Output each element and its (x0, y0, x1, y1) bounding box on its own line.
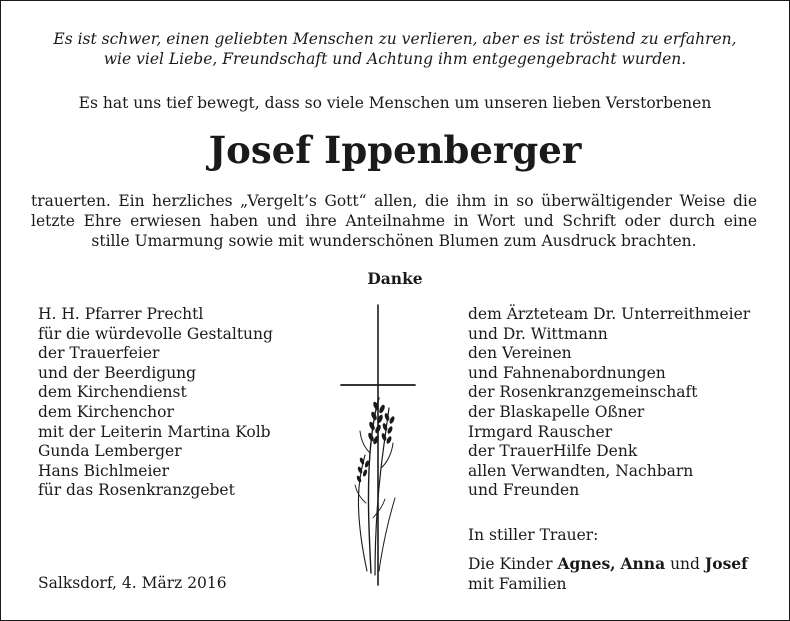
cross-with-wheat-icon (337, 303, 419, 588)
list-item: und Fahnenabordnungen (468, 363, 666, 382)
signature-prefix: Die Kinder (468, 555, 553, 573)
thanks-list-right (468, 305, 750, 501)
list-item: der Trauerfeier (38, 344, 160, 363)
memorial-quote (21, 29, 769, 69)
gratitude-line-2: letzte Ehre erwiesen haben und ihre Anteilnahme in Wort und Schrift oder durch eine (31, 212, 757, 230)
list-item: der TrauerHilfe Denk (468, 442, 638, 461)
list-item: und Freunden (468, 481, 580, 500)
gratitude-line-1: trauerten. Ein herzliches „Vergelt’s Gott“ allen, die ihm in so überwältigender Weise die (31, 192, 757, 210)
list-item: mit der Leiterin Martina Kolb (38, 422, 271, 441)
intro-text: Es hat uns tief bewegt, dass so viele Menschen um unseren lieben Verstorbenen (78, 94, 712, 112)
list-item: H. H. Pfarrer Prechtl (38, 305, 204, 323)
signature-line-1 (468, 554, 748, 574)
thanks-list-left (38, 305, 273, 501)
mourning-label: In stiller Trauer: (468, 526, 599, 544)
signature-name-anna: Anna (620, 554, 666, 573)
signature-conjunction: und (670, 555, 700, 573)
signature-name-agnes: Agnes, (557, 554, 616, 573)
gratitude-text (31, 191, 757, 251)
quote-line-1: Es ist schwer, einen geliebten Menschen zu verlieren, aber es ist tröstend zu erfahren, (53, 30, 737, 48)
list-item: Gunda Lemberger (38, 442, 182, 461)
deceased-name: Josef Ippenberger (208, 128, 582, 172)
signature-name-josef: Josef (704, 554, 748, 573)
list-item: dem Ärzteteam Dr. Unterreithmeier (468, 305, 751, 323)
place-date: Salksdorf, 4. März 2016 (38, 574, 227, 592)
list-item: der Blaskapelle Oßner (468, 402, 645, 421)
list-item: und der Beerdigung (38, 363, 197, 382)
gratitude-line-3: stille Umarmung sowie mit wunderschönen Blumen zum Ausdruck brachten. (91, 232, 697, 250)
signature-line-2: mit Familien (468, 575, 567, 593)
list-item: dem Kirchenchor (38, 402, 174, 421)
list-item: Hans Bichlmeier (38, 461, 170, 480)
list-item: und Dr. Wittmann (468, 324, 608, 343)
quote-line-2: wie viel Liebe, Freundschaft und Achtung ihm entgegengebracht wurden. (103, 50, 687, 68)
list-item: dem Kirchendienst (38, 383, 187, 402)
thanks-heading: Danke (367, 269, 423, 288)
list-item: für das Rosenkranzgebet (38, 481, 235, 500)
list-item: den Vereinen (468, 344, 572, 363)
list-item: für die würdevolle Gestaltung (38, 324, 273, 343)
list-item: der Rosenkranzgemeinschaft (468, 383, 698, 402)
list-item: allen Verwandten, Nachbarn (468, 461, 694, 480)
list-item: Irmgard Rauscher (468, 422, 613, 441)
signature-block (468, 554, 748, 594)
